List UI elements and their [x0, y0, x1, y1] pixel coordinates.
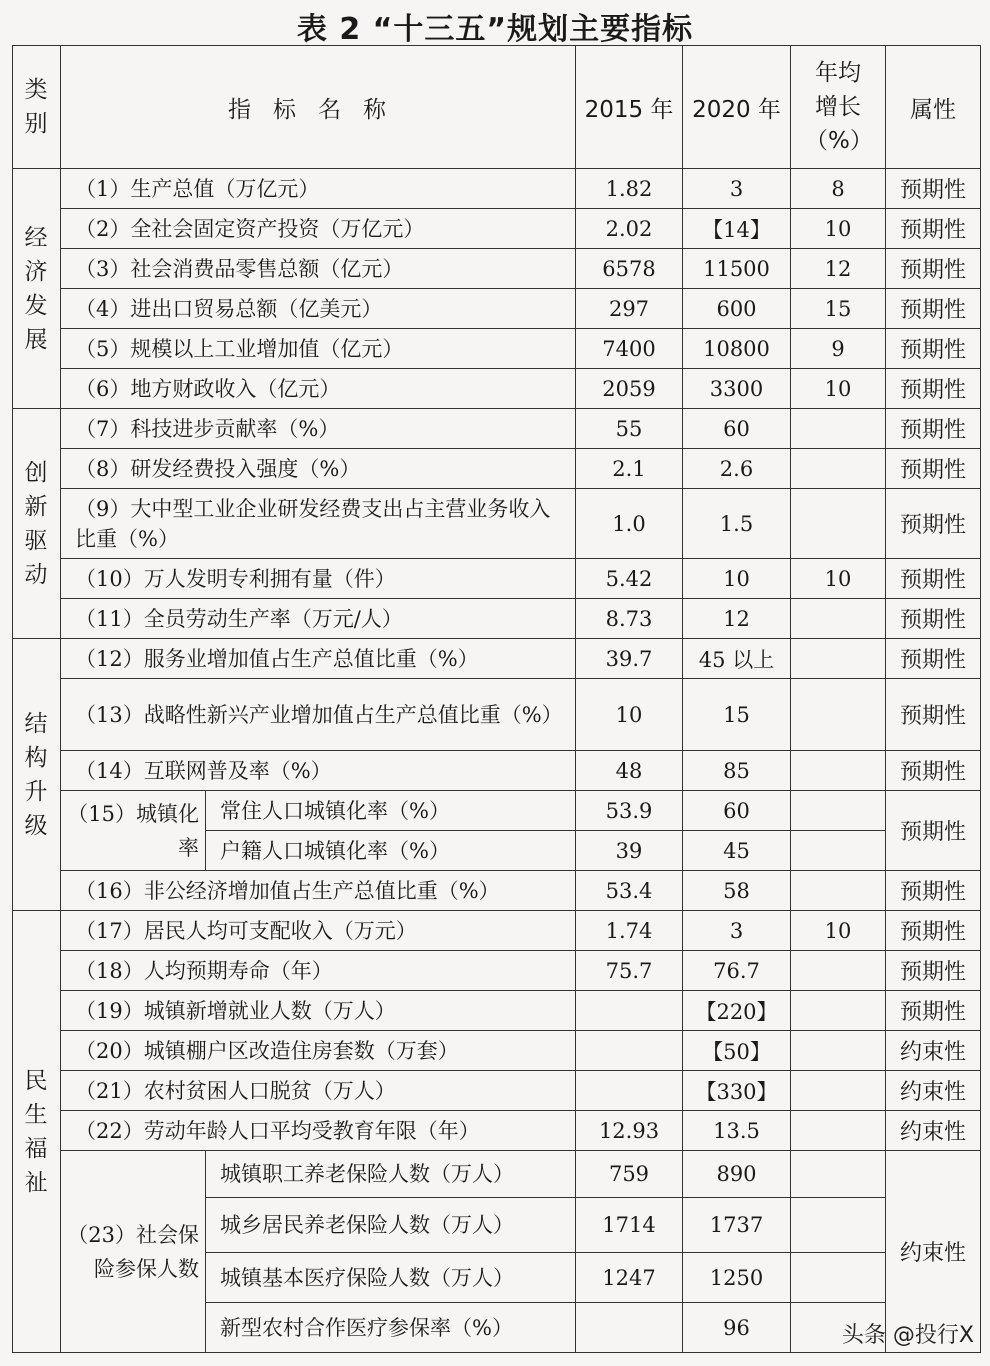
indicator-attribute: 预期性	[886, 289, 981, 329]
value-2020: 3	[683, 169, 791, 209]
value-growth	[791, 1111, 886, 1151]
value-2015: 1247	[576, 1253, 683, 1303]
value-2020: 【14】	[683, 209, 791, 249]
value-2015: 10	[576, 679, 683, 751]
indicator-attribute: 预期性	[886, 169, 981, 209]
value-2020: 1.5	[683, 489, 791, 559]
value-2020: 60	[683, 409, 791, 449]
indicator-attribute: 预期性	[886, 409, 981, 449]
table-title: 表 2 “十三五”规划主要指标	[296, 12, 694, 47]
value-growth	[791, 1031, 886, 1071]
value-2015: 1.0	[576, 489, 683, 559]
header-2020: 2020 年	[683, 46, 791, 169]
value-2015: 53.9	[576, 791, 683, 831]
value-growth: 12	[791, 249, 886, 289]
indicator-name: （13）战略性新兴产业增加值占生产总值比重（%）	[61, 679, 576, 751]
indicator-attribute: 预期性	[886, 751, 981, 791]
value-2015	[576, 991, 683, 1031]
table-row	[13, 639, 981, 679]
indicator-attribute: 预期性	[886, 951, 981, 991]
indicator-name: （12）服务业增加值占生产总值比重（%）	[61, 639, 576, 679]
value-growth	[791, 599, 886, 639]
indicator-name: （22）劳动年龄人口平均受教育年限（年）	[61, 1111, 576, 1151]
category-cell	[13, 169, 61, 409]
indicator-attribute: 约束性	[886, 1071, 981, 1111]
indicator-name: （20）城镇棚户区改造住房套数（万套）	[61, 1031, 576, 1071]
value-2015	[576, 1071, 683, 1111]
indicator-name: （8）研发经费投入强度（%）	[61, 449, 576, 489]
indicator-name: （17）居民人均可支配收入（万元）	[61, 911, 576, 951]
value-growth	[791, 639, 886, 679]
value-2015: 12.93	[576, 1111, 683, 1151]
category-label: 创新驱动	[24, 459, 50, 588]
value-2015: 48	[576, 751, 683, 791]
indicator-name: （4）进出口贸易总额（亿美元）	[61, 289, 576, 329]
value-2015	[576, 1303, 683, 1353]
value-2020: 15	[683, 679, 791, 751]
category-cell	[13, 639, 61, 911]
value-2015: 75.7	[576, 951, 683, 991]
value-2020: 890	[683, 1151, 791, 1198]
header-row	[13, 46, 981, 169]
indicator-attribute: 预期性	[886, 249, 981, 289]
indicator-attribute: 预期性	[886, 449, 981, 489]
value-2020: 96	[683, 1303, 791, 1353]
value-2020: 3300	[683, 369, 791, 409]
category-label: 民生福祉	[24, 1067, 50, 1196]
sub-indicator-name: 新型农村合作医疗参保率（%）	[206, 1303, 576, 1353]
value-2020: 600	[683, 289, 791, 329]
indicator-name: （21）农村贫困人口脱贫（万人）	[61, 1071, 576, 1111]
indicator-name: （11）全员劳动生产率（万元/人）	[61, 599, 576, 639]
indicator-attribute: 预期性	[886, 329, 981, 369]
table-row	[13, 559, 981, 599]
value-2020: 1250	[683, 1253, 791, 1303]
indicator-group-name: （23）社会保险参保人数	[61, 1151, 206, 1353]
table-row	[13, 751, 981, 791]
value-growth	[791, 1151, 886, 1198]
value-2020: 2.6	[683, 449, 791, 489]
header-category: 类别	[13, 46, 61, 169]
indicator-name: （3）社会消费品零售总额（亿元）	[61, 249, 576, 289]
indicator-attribute: 预期性	[886, 639, 981, 679]
value-2020: 【330】	[683, 1071, 791, 1111]
value-2020: 10	[683, 559, 791, 599]
value-2020: 10800	[683, 329, 791, 369]
value-2020: 【50】	[683, 1031, 791, 1071]
indicator-attribute: 预期性	[886, 911, 981, 951]
value-growth: 10	[791, 559, 886, 599]
table-row	[13, 329, 981, 369]
table-row	[13, 489, 981, 559]
value-2015: 55	[576, 409, 683, 449]
value-2015: 297	[576, 289, 683, 329]
value-growth: 9	[791, 329, 886, 369]
indicator-name: （18）人均预期寿命（年）	[61, 951, 576, 991]
value-growth: 10	[791, 209, 886, 249]
value-growth	[791, 871, 886, 911]
indicator-attribute: 预期性	[886, 599, 981, 639]
table-row	[13, 679, 981, 751]
value-2020: 45	[683, 831, 791, 871]
value-2020: 12	[683, 599, 791, 639]
value-2015: 39.7	[576, 639, 683, 679]
value-2020: 【220】	[683, 991, 791, 1031]
value-2015: 6578	[576, 249, 683, 289]
value-2015: 1.82	[576, 169, 683, 209]
value-2015: 759	[576, 1151, 683, 1198]
value-growth	[791, 409, 886, 449]
category-cell	[13, 409, 61, 639]
value-growth	[791, 1198, 886, 1253]
sub-indicator-name: 户籍人口城镇化率（%）	[206, 831, 576, 871]
indicator-name: （19）城镇新增就业人数（万人）	[61, 991, 576, 1031]
value-2015: 2.02	[576, 209, 683, 249]
value-growth: 15	[791, 289, 886, 329]
value-2020: 60	[683, 791, 791, 831]
table-row	[13, 369, 981, 409]
value-growth: 10	[791, 911, 886, 951]
table-row	[13, 951, 981, 991]
value-2015: 2059	[576, 369, 683, 409]
indicator-name: （14）互联网普及率（%）	[61, 751, 576, 791]
header-growth: 年均增长（%）	[791, 46, 886, 169]
value-2020: 58	[683, 871, 791, 911]
header-attr: 属性	[886, 46, 981, 169]
value-2020: 11500	[683, 249, 791, 289]
value-growth	[791, 991, 886, 1031]
table-row	[13, 449, 981, 489]
indicator-name: （6）地方财政收入（亿元）	[61, 369, 576, 409]
indicator-name: （16）非公经济增加值占生产总值比重（%）	[61, 871, 576, 911]
indicator-group-name: （15）城镇化率	[61, 791, 206, 871]
value-growth	[791, 679, 886, 751]
indicator-name: （2）全社会固定资产投资（万亿元）	[61, 209, 576, 249]
table-row	[13, 209, 981, 249]
table-row	[13, 1151, 981, 1198]
table-row	[13, 1071, 981, 1111]
value-2020: 3	[683, 911, 791, 951]
indicator-attribute: 预期性	[886, 369, 981, 409]
indicator-attribute: 预期性	[886, 871, 981, 911]
value-2015: 39	[576, 831, 683, 871]
value-growth	[791, 831, 886, 871]
category-cell	[13, 911, 61, 1353]
indicator-attribute: 预期性	[886, 791, 981, 871]
category-label: 经济发展	[24, 224, 50, 353]
value-growth	[791, 791, 886, 831]
indicators-table	[12, 45, 981, 1353]
value-2020: 45 以上	[683, 639, 791, 679]
table-body	[13, 169, 981, 1353]
sub-indicator-name: 城镇基本医疗保险人数（万人）	[206, 1253, 576, 1303]
value-growth	[791, 449, 886, 489]
indicator-name: （5）规模以上工业增加值（亿元）	[61, 329, 576, 369]
indicator-attribute: 约束性	[886, 1111, 981, 1151]
table-row	[13, 289, 981, 329]
sub-indicator-name: 常住人口城镇化率（%）	[206, 791, 576, 831]
value-2015: 8.73	[576, 599, 683, 639]
value-growth: 8	[791, 169, 886, 209]
indicator-name: （7）科技进步贡献率（%）	[61, 409, 576, 449]
value-growth	[791, 951, 886, 991]
indicator-attribute: 预期性	[886, 489, 981, 559]
indicator-name: （10）万人发明专利拥有量（件）	[61, 559, 576, 599]
table-row	[13, 249, 981, 289]
header-name: 指标名称	[61, 46, 576, 169]
sub-indicator-name: 城镇职工养老保险人数（万人）	[206, 1151, 576, 1198]
indicator-attribute: 预期性	[886, 559, 981, 599]
value-2020: 13.5	[683, 1111, 791, 1151]
header-2015: 2015 年	[576, 46, 683, 169]
category-label: 结构升级	[24, 710, 50, 839]
table-row	[13, 991, 981, 1031]
value-2015: 2.1	[576, 449, 683, 489]
table-row	[13, 599, 981, 639]
value-2015: 1714	[576, 1198, 683, 1253]
value-2020: 76.7	[683, 951, 791, 991]
indicator-attribute: 预期性	[886, 209, 981, 249]
table-row	[13, 169, 981, 209]
indicator-attribute: 预期性	[886, 679, 981, 751]
value-growth: 10	[791, 369, 886, 409]
sub-indicator-name: 城乡居民养老保险人数（万人）	[206, 1198, 576, 1253]
table-row	[13, 1111, 981, 1151]
watermark: 头条 @投行X	[841, 1323, 974, 1348]
value-2015: 5.42	[576, 559, 683, 599]
value-2020: 85	[683, 751, 791, 791]
indicator-attribute: 约束性	[886, 1151, 981, 1353]
table-row	[13, 911, 981, 951]
value-growth	[791, 1253, 886, 1303]
value-2015	[576, 1031, 683, 1071]
table-row	[13, 409, 981, 449]
value-growth	[791, 489, 886, 559]
table-row	[13, 1031, 981, 1071]
indicator-name: （1）生产总值（万亿元）	[61, 169, 576, 209]
value-growth	[791, 1071, 886, 1111]
value-2015: 53.4	[576, 871, 683, 911]
value-2020: 1737	[683, 1198, 791, 1253]
table-row	[13, 871, 981, 911]
indicator-attribute: 约束性	[886, 1031, 981, 1071]
value-2015: 7400	[576, 329, 683, 369]
indicator-attribute: 预期性	[886, 991, 981, 1031]
value-growth	[791, 751, 886, 791]
indicator-name: （9）大中型工业企业研发经费支出占主营业务收入比重（%）	[61, 489, 576, 559]
value-2015: 1.74	[576, 911, 683, 951]
table-row	[13, 791, 981, 831]
